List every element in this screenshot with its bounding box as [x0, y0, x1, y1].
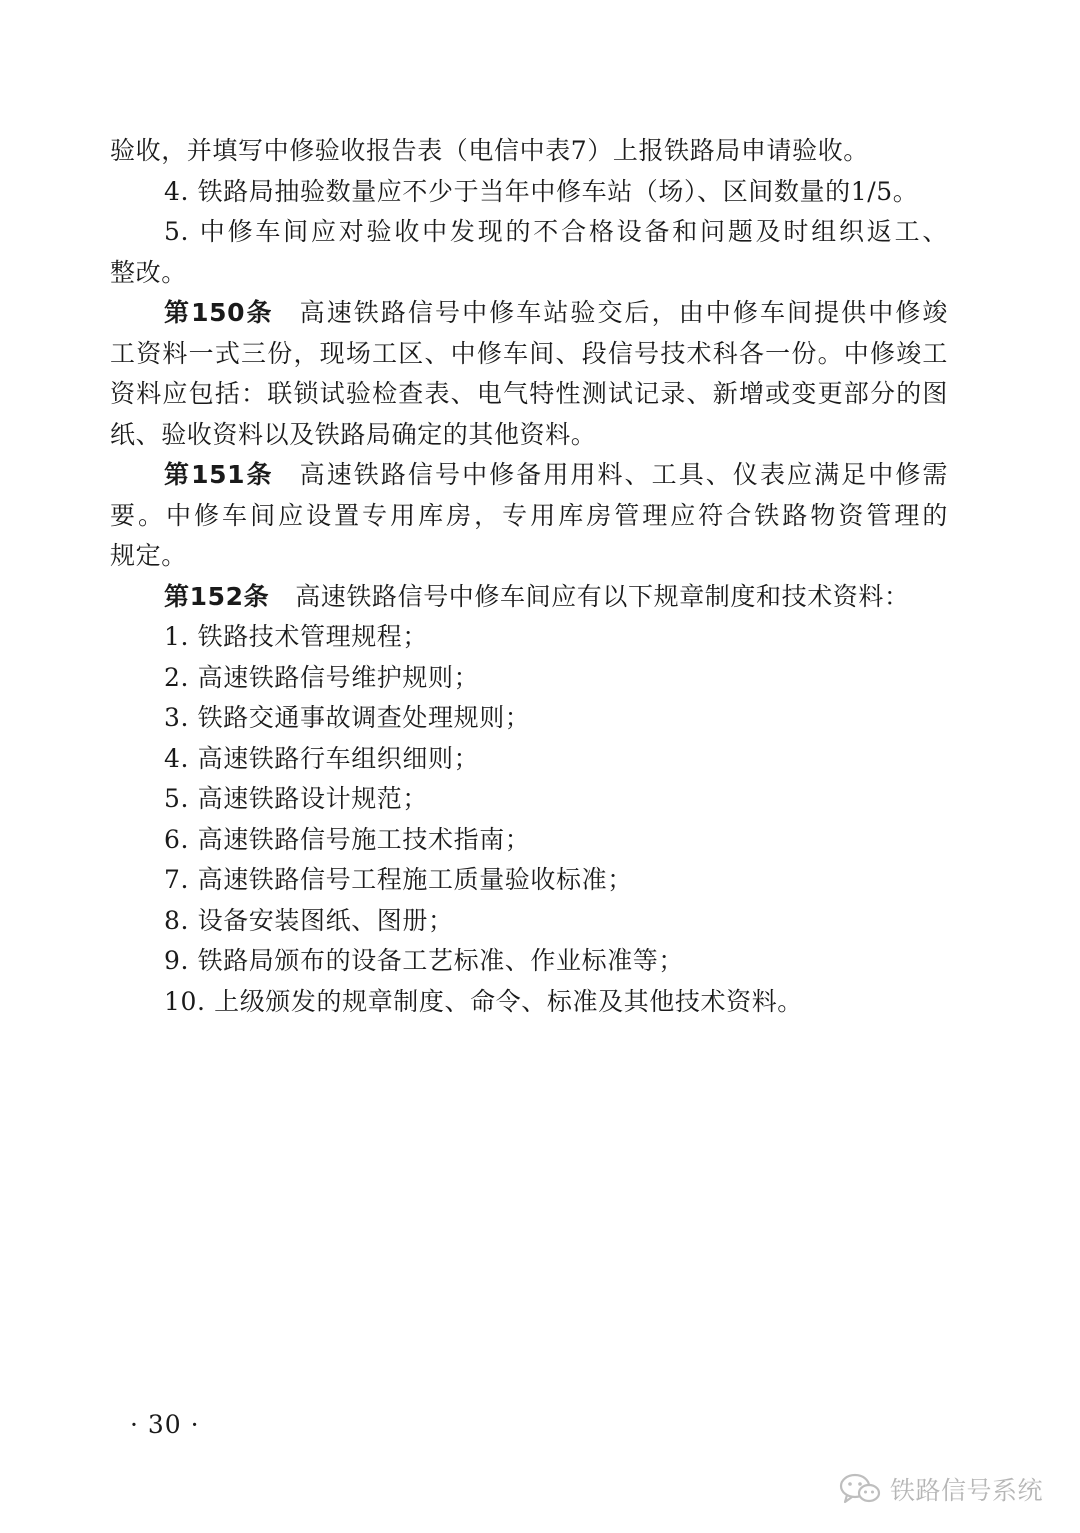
- paragraph-line: 整改。: [110, 257, 187, 287]
- list-item: 9. 铁路局颁布的设备工艺标准、作业标准等；: [164, 946, 685, 975]
- paragraph-line: 验收，并填写中修验收报告表（电信中表7）上报铁路局申请验收。: [110, 136, 869, 165]
- paragraph-line: 资料应包括：联锁试验检查表、电气特性测试记录、新增或变更部分的图: [110, 379, 948, 408]
- article-text: 高速铁路信号中修车间应有以下规章制度和技术资料：: [295, 581, 910, 611]
- list-item: 4. 铁路局抽验数量应不少于当年中修车站（场）、区间数量的1/5。: [164, 176, 919, 206]
- article-150-line: [164, 293, 948, 333]
- article-label: 第150条: [164, 298, 274, 327]
- list-item: 2. 高速铁路信号维护规则；: [164, 662, 480, 692]
- article-label: 第151条: [164, 460, 274, 489]
- list-item: 3. 铁路交通事故调查处理规则；: [164, 703, 531, 732]
- paragraph-line: 规定。: [110, 541, 187, 570]
- list-item: 7. 高速铁路信号工程施工质量验收标准；: [164, 865, 633, 894]
- page-number: · 30 ·: [130, 1410, 200, 1439]
- list-item: 10. 上级颁发的规章制度、命令、标准及其他技术资料。: [164, 986, 803, 1016]
- paragraph-line: 工资料一式三份，现场工区、中修车间、段信号技术科各一份。中修竣工: [110, 338, 948, 368]
- list-item: 5. 中修车间应对验收中发现的不合格设备和问题及时组织返工、: [164, 217, 948, 246]
- list-item: 6. 高速铁路信号施工技术指南；: [164, 824, 531, 854]
- list-item: 8. 设备安装图纸、图册；: [164, 905, 454, 935]
- list-item: 1. 铁路技术管理规程；: [164, 622, 429, 651]
- article-text: 高速铁路信号中修备用用料、工具、仪表应满足中修需: [299, 460, 949, 489]
- article-152-line: [164, 577, 910, 617]
- watermark-text: 铁路信号系统: [890, 1476, 1044, 1505]
- article-151-line: [164, 455, 948, 495]
- list-item: 4. 高速铁路行车组织细则；: [164, 743, 480, 773]
- wechat-logo-icon: [838, 1472, 882, 1506]
- paragraph-line: 要。中修车间应设置专用库房，专用库房管理应符合铁路物资管理的: [110, 500, 948, 530]
- watermark: [838, 1468, 1043, 1510]
- list-item: 5. 高速铁路设计规范；: [164, 784, 429, 813]
- article-text: 高速铁路信号中修车站验交后，由中修车间提供中修竣: [299, 298, 949, 327]
- paragraph-line: 纸、验收资料以及铁路局确定的其他资料。: [110, 419, 597, 449]
- article-label: 第152条: [164, 581, 270, 611]
